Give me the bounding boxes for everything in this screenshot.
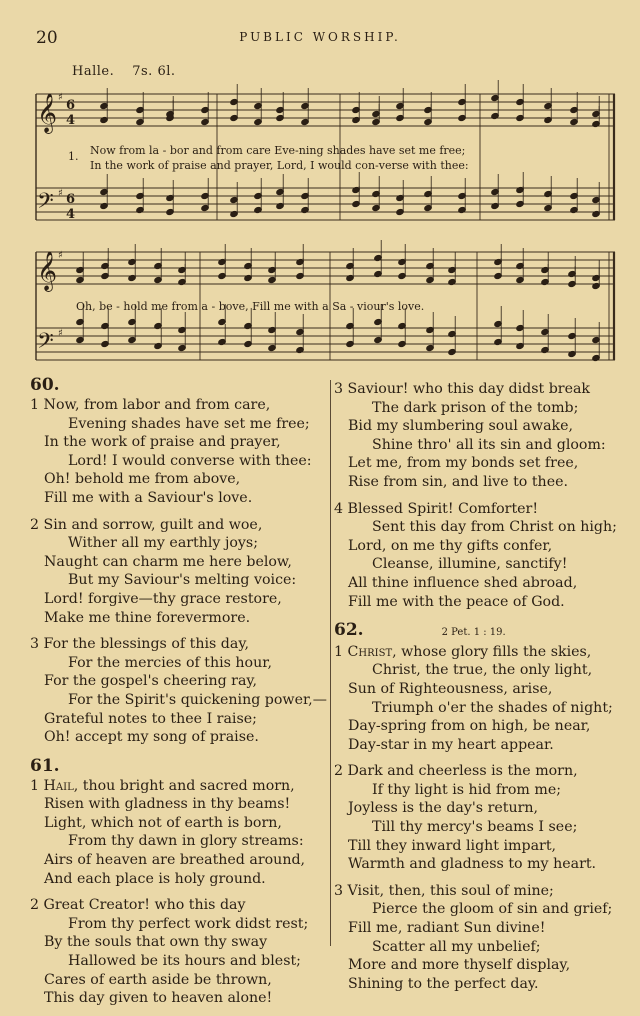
stanza-gap — [334, 754, 630, 762]
stanza-line: From thy perfect work didst rest; — [68, 915, 309, 932]
stanza-line: Evening shades have set me free; — [68, 415, 310, 432]
stanza-number: 3 — [334, 882, 348, 899]
running-head: PUBLIC WORSHIP. — [239, 30, 401, 44]
stanza-gap — [30, 508, 326, 516]
svg-text:4: 4 — [66, 113, 76, 128]
stanza-line: Shine thro' all its sin and gloom: — [372, 436, 606, 453]
stanza-first-line — [334, 882, 630, 901]
staff-system2-bass — [36, 328, 615, 360]
stanza-line: Make me thine forevermore. — [44, 609, 251, 626]
stanza-line-text: whose glory fills the skies, — [396, 643, 592, 660]
stanza-line-text: Blessed Spirit! Comforter! — [347, 500, 539, 517]
music-lyrics-line1: Now from la - bor and from care Eve-ning shades have set me free; — [90, 144, 466, 157]
scripture-reference: 2 Pet. 1 : 19. — [441, 627, 506, 639]
music-lyrics-line2: In the work of praise and prayer, Lord, I would con-verse with thee: — [90, 159, 469, 172]
stanza-line: Fill me with the peace of God. — [348, 593, 565, 610]
hymn-number: 60. — [30, 375, 60, 395]
staff-system2-treble — [36, 252, 615, 284]
stanza-number: 3 — [30, 636, 44, 653]
stanza-line: Lord! I would converse with thee: — [68, 452, 312, 469]
stanza-gap — [30, 747, 326, 755]
music-lyrics-line3: Oh, be - hold me from a - bove, Fill me with a Sa - viour's love. — [76, 300, 425, 313]
page-number: 20 — [36, 28, 58, 48]
stanza-line: Pierce the gloom of sin and grief; — [372, 901, 613, 918]
stanza-line: Cleanse, illumine, sanctify! — [372, 556, 568, 573]
stanza-line: Bid my slumbering soul awake, — [348, 418, 574, 435]
stanza-line: Sent this day from Christ on high; — [372, 519, 617, 536]
stanza-first-line — [334, 380, 630, 399]
stanza-first-line — [334, 762, 630, 781]
tune-meter: 7s. 6l. — [132, 64, 176, 79]
hymn-heading — [30, 374, 326, 396]
stanza-line: All thine influence shed abroad, — [348, 574, 578, 591]
stanza-first-line — [30, 777, 326, 796]
column-divider — [330, 380, 331, 946]
right-column — [334, 380, 630, 1001]
stanza-line-text: Sin and sorrow, guilt and woe, — [43, 516, 263, 533]
stanza-line-text: For the blessings of this day, — [43, 636, 249, 653]
stanza-line: Shining to the perfect day. — [348, 975, 539, 992]
stanza-line: More and more thyself display, — [348, 957, 571, 974]
tune-name: Halle. — [72, 64, 115, 79]
left-column — [30, 374, 326, 1016]
stanza-line: Let me, from my bonds set free, — [348, 455, 579, 472]
staff-system1-bass — [36, 188, 615, 220]
hymn-heading — [30, 755, 326, 777]
svg-text:4: 4 — [66, 207, 76, 222]
stanza-line: Day-star in my heart appear. — [348, 736, 554, 753]
stanza-first-line — [334, 500, 630, 519]
stanza-line: Sun of Righteousness, arise, — [348, 680, 553, 697]
music-verse-number: 1. — [68, 150, 79, 163]
stanza-line: Oh! accept my song of praise. — [44, 729, 259, 746]
stanza-line: Till thy mercy's beams I see; — [372, 819, 578, 836]
stanza-line: If thy light is hid from me; — [372, 781, 561, 798]
stanza-line: The dark prison of the tomb; — [372, 399, 579, 416]
stanza-gap — [30, 1008, 326, 1016]
stanza-first-line — [334, 643, 630, 662]
stanza-line: Joyless is the day's return, — [348, 800, 539, 817]
staff-system1-treble — [36, 94, 615, 126]
stanza-number: 3 — [334, 381, 348, 397]
stanza-initial-word: Christ, — [347, 643, 397, 660]
stanza-line: For the Spirit's quickening power,— — [68, 691, 327, 708]
stanza-first-line — [30, 516, 326, 535]
hymn-heading — [334, 619, 630, 643]
hymn-number: 61. — [30, 755, 60, 776]
stanza-number: 2 — [30, 516, 44, 533]
stanza-gap — [334, 611, 630, 619]
stanza-line-text: Great Creator! who this day — [43, 897, 246, 914]
treble-clef-icon: 𝄞 — [37, 93, 58, 133]
stanza-gap — [30, 627, 326, 635]
stanza-line: Naught can charm me here below, — [44, 553, 292, 570]
stanza-initial-word: Hail, — [43, 777, 79, 794]
stanza-line: Fill me with a Saviour's love. — [44, 489, 253, 506]
svg-text:♯: ♯ — [58, 188, 63, 199]
stanza-line-text: Saviour! who this day didst break — [347, 381, 591, 397]
stanza-line: Warmth and gladness to my heart. — [348, 856, 597, 873]
stanza-line: Christ, the true, the only light, — [372, 662, 593, 679]
stanza-first-line — [30, 635, 326, 654]
stanza-first-line — [30, 396, 326, 415]
stanza-line-text: Dark and cheerless is the morn, — [347, 763, 578, 780]
stanza-line-text: thou bright and sacred morn, — [78, 777, 295, 794]
hymn-number: 62. — [334, 620, 364, 641]
stanza-line-text: Visit, then, this soul of mine; — [347, 882, 554, 899]
stanza-gap — [334, 874, 630, 882]
stanza-number: 4 — [334, 500, 348, 517]
svg-text:♯: ♯ — [58, 250, 63, 261]
svg-text:6: 6 — [66, 192, 76, 207]
stanza-line: For the mercies of this hour, — [68, 654, 272, 671]
stanza-number: 1 — [30, 397, 44, 413]
bass-clef-icon: 𝄢 — [37, 189, 54, 219]
stanza-line: In the work of praise and prayer, — [44, 434, 281, 451]
svg-text:6: 6 — [66, 98, 76, 113]
stanza-line: Triumph o'er the shades of night; — [372, 699, 613, 716]
stanza-line: For the gospel's cheering ray, — [44, 673, 258, 690]
stanza-line: Airs of heaven are breathed around, — [44, 852, 306, 869]
stanza-line: Wither all my earthly joys; — [68, 535, 258, 552]
stanza-number: 2 — [30, 897, 44, 914]
stanza-line: Grateful notes to thee I raise; — [44, 710, 257, 727]
stanza-line: This day given to heaven alone! — [44, 990, 273, 1007]
stanza-line: But my Saviour's melting voice: — [68, 572, 297, 589]
stanza-line: Oh! behold me from above, — [44, 471, 241, 488]
stanza-line: Lord, on me thy gifts confer, — [348, 537, 553, 554]
stanza-line: Fill me, radiant Sun divine! — [348, 920, 546, 937]
stanza-line-text: Now, from labor and from care, — [43, 397, 271, 413]
stanza-number: 1 — [30, 777, 44, 794]
stanza-first-line — [30, 896, 326, 915]
treble-clef-icon: 𝄞 — [37, 251, 58, 291]
stanza-line: Cares of earth aside be thrown, — [44, 971, 272, 988]
stanza-gap — [334, 492, 630, 500]
stanza-line: And each place is holy ground. — [44, 870, 266, 887]
stanza-line: By the souls that own thy sway — [44, 934, 268, 951]
stanza-line: Day-spring from on high, be near, — [348, 718, 591, 735]
music-score — [0, 0, 640, 372]
stanza-number: 2 — [334, 763, 348, 780]
stanza-line: From thy dawn in glory streams: — [68, 833, 304, 850]
stanza-number: 1 — [334, 643, 348, 660]
stanza-line: Lord! forgive—thy grace restore, — [44, 590, 282, 607]
stanza-line: Light, which not of earth is born, — [44, 814, 282, 831]
stanza-gap — [334, 993, 630, 1001]
svg-text:♯: ♯ — [58, 92, 63, 103]
stanza-line: Hallowed be its hours and blest; — [68, 953, 301, 970]
stanza-line: Rise from sin, and live to thee. — [348, 473, 568, 490]
stanza-line: Risen with gladness in thy beams! — [44, 796, 291, 813]
svg-text:♯: ♯ — [58, 328, 63, 339]
stanza-gap — [30, 888, 326, 896]
stanza-line: Scatter all my unbelief; — [372, 938, 541, 955]
bass-clef-icon: 𝄢 — [37, 329, 54, 359]
stanza-line: Till they inward light impart, — [348, 837, 557, 854]
